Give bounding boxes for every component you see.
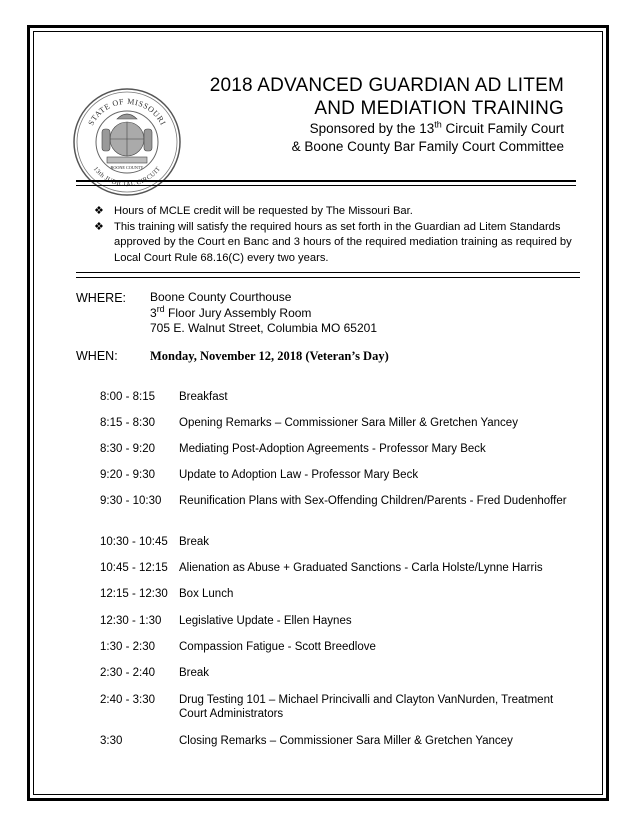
where-label: WHERE:	[76, 291, 126, 305]
schedule-time: 12:30 - 1:30	[100, 615, 162, 627]
bullet-item: ❖ Hours of MCLE credit will be requested by The Missouri Bar.	[94, 204, 574, 220]
sponsor-line-2: & Boone County Bar Family Court Committee	[291, 139, 564, 154]
sponsor-line-1: Sponsored by the 13th Circuit Family Court	[309, 119, 564, 136]
schedule-time: 8:30 - 9:20	[100, 443, 155, 455]
when-date: Monday, November 12, 2018 (Veteran’s Day)	[150, 349, 389, 363]
svg-text:STATE OF MISSOURI: STATE OF MISSOURI	[86, 96, 168, 127]
schedule-time: 1:30 - 2:30	[100, 641, 155, 653]
diamond-bullet-icon: ❖	[94, 205, 104, 217]
schedule-desc: Reunification Plans with Sex-Offending Children/Parents - Fred Dudenhoffer	[179, 495, 567, 507]
divider-rule	[76, 277, 580, 278]
svg-text:BOONE COUNTY: BOONE COUNTY	[110, 165, 144, 170]
when-label: WHEN:	[76, 349, 118, 363]
diamond-bullet-icon: ❖	[94, 220, 104, 233]
schedule-desc: Breakfast	[179, 391, 228, 403]
schedule-desc: Box Lunch	[179, 588, 234, 600]
title-line-1: 2018 ADVANCED GUARDIAN AD LITEM	[209, 75, 564, 96]
schedule-time: 10:45 - 12:15	[100, 562, 168, 574]
schedule-time: 10:30 - 10:45	[100, 536, 168, 548]
divider-rule	[76, 180, 576, 182]
header-title-block	[210, 74, 564, 156]
schedule-desc: Compassion Fatigue - Scott Breedlove	[179, 641, 376, 653]
schedule-time: 2:30 - 2:40	[100, 667, 155, 679]
schedule-time: 2:40 - 3:30	[100, 694, 155, 706]
schedule-desc: Break	[179, 536, 210, 548]
divider-rule	[76, 272, 580, 273]
schedule-desc: Legislative Update - Ellen Haynes	[179, 615, 352, 627]
schedule-time: 8:00 - 8:15	[100, 391, 155, 403]
bullet-list	[94, 204, 574, 266]
divider-rule	[76, 185, 576, 186]
schedule-desc: Alienation as Abuse + Graduated Sanctions - Carla Holste/Lynne Harris	[179, 562, 543, 574]
schedule-desc: Mediating Post-Adoption Agreements - Professor Mary Beck	[179, 443, 486, 455]
schedule-desc: Opening Remarks – Commissioner Sara Miller & Gretchen Yancey	[179, 417, 518, 429]
schedule-time: 9:30 - 10:30	[100, 495, 162, 507]
schedule-time: 9:20 - 9:30	[100, 469, 155, 481]
schedule-desc: Break	[179, 667, 210, 679]
schedule-time: 12:15 - 12:30	[100, 588, 168, 600]
title-line-2: AND MEDIATION TRAINING	[314, 98, 564, 119]
schedule-desc: Drug Testing 101 – Michael Princivalli and Clayton VanNurden, Treatment Court Administrators	[179, 694, 554, 720]
schedule-time: 3:30	[100, 735, 123, 747]
svg-text:13th JUDICIAL CIRCUIT: 13th JUDICIAL CIRCUIT	[91, 165, 163, 189]
schedule-desc: Update to Adoption Law - Professor Mary Beck	[179, 469, 419, 481]
where-address: Boone County Courthouse 3rd Floor Jury Assembly Room 705 E. Walnut Street, Columbia MO 65201	[150, 290, 378, 335]
schedule-desc: Closing Remarks – Commissioner Sara Miller & Gretchen Yancey	[179, 735, 513, 747]
bullet-item: ❖ This training will satisfy the required hours as set forth in the Guardian ad Litem Standards approved by the Court en Banc and 3 hours of the required mediation training as required by Local Court Rule 68.16(C) every two years.	[94, 220, 572, 264]
schedule-time: 8:15 - 8:30	[100, 417, 155, 429]
